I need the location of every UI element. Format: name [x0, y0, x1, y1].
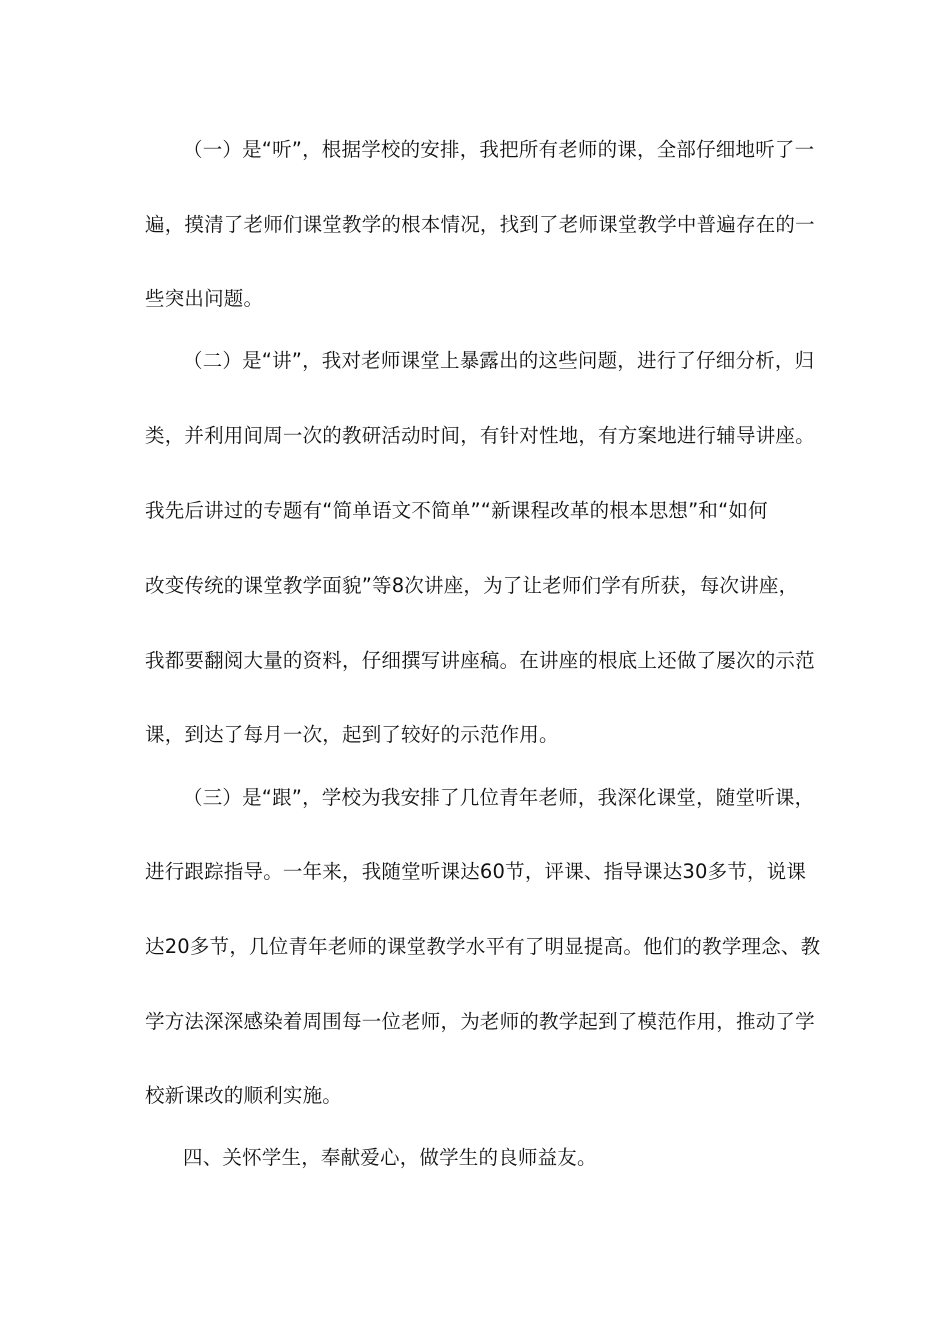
paragraph-2-line-3: 我先后讲过的专题有“简单语文不简单”“新课程改革的根本思想”和“如何: [145, 499, 768, 522]
paragraph-3-line-3: 达20多节，几位青年老师的课堂教学水平有了明显提高。他们的教学理念、教: [145, 935, 821, 958]
paragraph-3-line-5: 校新课改的顺利实施。: [145, 1084, 343, 1107]
section-heading-four: 四、关怀学生，奉献爱心，做学生的良师益友。: [183, 1146, 597, 1169]
paragraph-1-line-1: （一）是“听”，根据学校的安排，我把所有老师的课，全部仔细地听了一: [183, 138, 815, 161]
paragraph-1-line-2: 遍，摸清了老师们课堂教学的根本情况，找到了老师课堂教学中普遍存在的一: [145, 213, 815, 236]
paragraph-2-line-6: 课，到达了每月一次，起到了较好的示范作用。: [145, 723, 559, 746]
paragraph-3-line-4: 学方法深深感染着周围每一位老师，为老师的教学起到了模范作用，推动了学: [145, 1010, 815, 1033]
paragraph-3-line-2: 进行跟踪指导。一年来，我随堂听课达60节，评课、指导课达30多节，说课: [145, 860, 807, 883]
paragraph-2-line-2: 类，并利用间周一次的教研活动时间，有针对性地，有方案地进行辅导讲座。: [145, 424, 815, 447]
paragraph-2-line-1: （二）是“讲”，我对老师课堂上暴露出的这些问题，进行了仔细分析，归: [183, 349, 815, 372]
paragraph-3-line-1: （三）是“跟”，学校为我安排了几位青年老师，我深化课堂，随堂听课，: [183, 786, 815, 809]
paragraph-2-line-5: 我都要翻阅大量的资料，仔细撰写讲座稿。在讲座的根底上还做了屡次的示范: [145, 649, 815, 672]
paragraph-1-line-3: 些突出问题。: [145, 287, 264, 310]
paragraph-2-line-4: 改变传统的课堂教学面貌”等8次讲座，为了让老师们学有所获，每次讲座，: [145, 574, 799, 597]
